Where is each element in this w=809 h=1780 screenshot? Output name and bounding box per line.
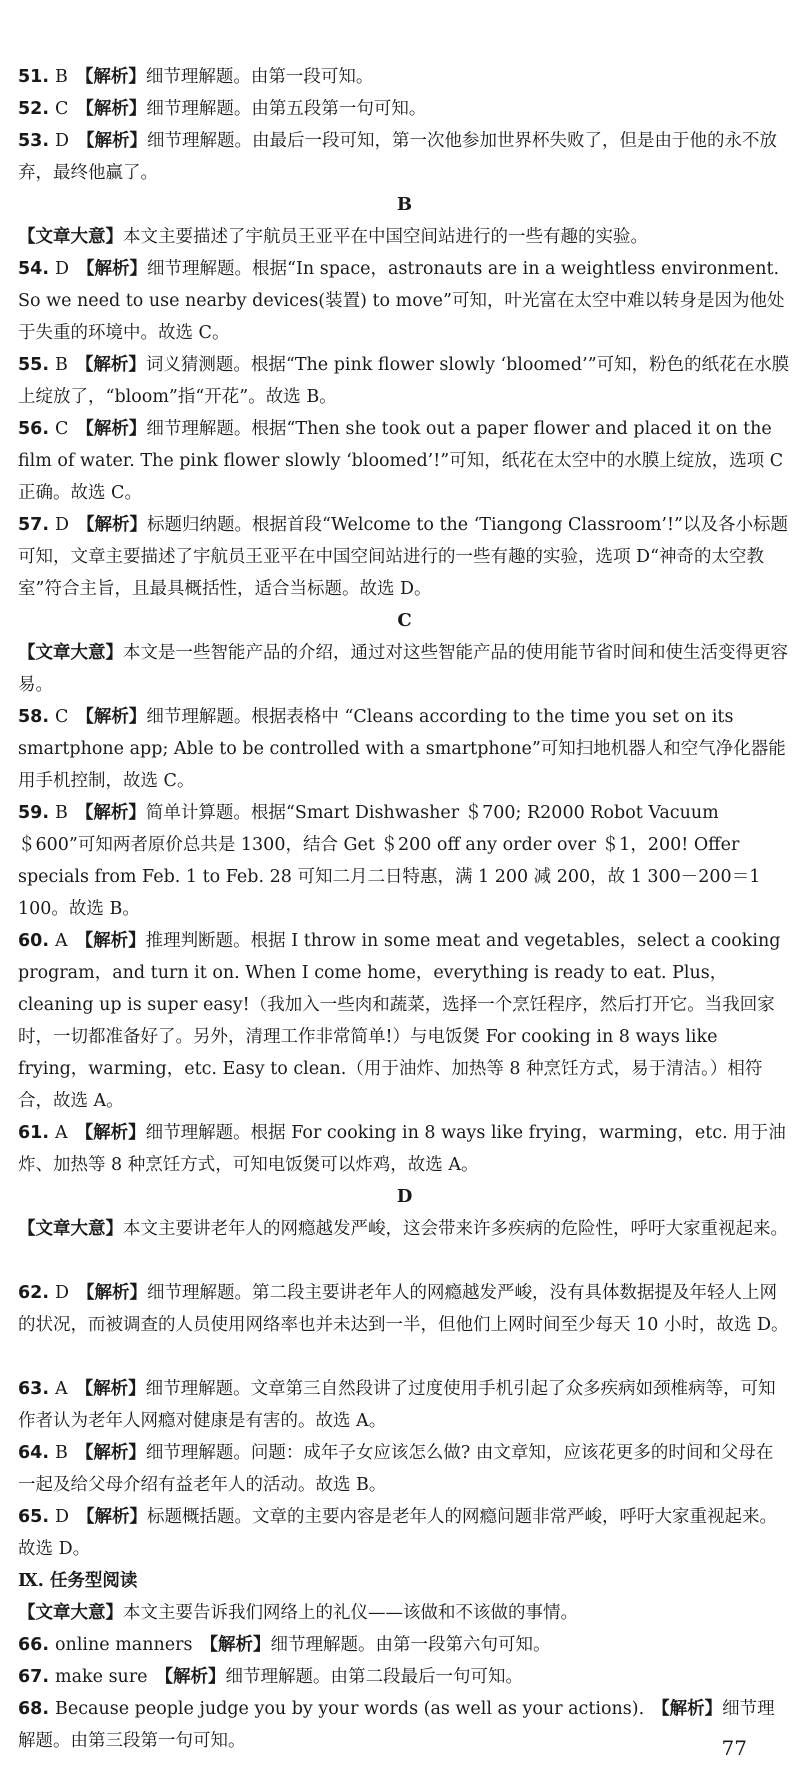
section-heading-d: D bbox=[396, 1186, 413, 1207]
analysis-tag: 【解析】 bbox=[77, 515, 148, 535]
answer-item-64 bbox=[18, 1437, 790, 1501]
item-number: 54. bbox=[18, 259, 50, 279]
answer-item-53 bbox=[18, 125, 790, 189]
analysis-tag: 【解析】 bbox=[75, 803, 146, 823]
analysis-tag: 【解析】 bbox=[75, 1123, 146, 1143]
analysis-tag: 【解析】 bbox=[75, 67, 146, 87]
item-answer: B bbox=[55, 1443, 68, 1463]
item-answer: A bbox=[55, 1379, 68, 1399]
item-number: 59. bbox=[18, 803, 50, 823]
answer-item-56 bbox=[18, 413, 790, 509]
analysis-text: 细节理解题。由第一段第六句可知。 bbox=[270, 1635, 551, 1655]
analysis-tag: 【解析】 bbox=[652, 1699, 723, 1719]
page-number: 77 bbox=[721, 1736, 747, 1760]
answer-item-59 bbox=[18, 797, 790, 925]
analysis-tag: 【解析】 bbox=[76, 419, 147, 439]
analysis-text: 细节理解题。根据表格中 “Cleans according to the time you set on its smartphone app; Able to be controlled with a smartphone”可知扫地机器人和空气净化器能用手机控制，故选 C。 bbox=[18, 707, 786, 791]
analysis-text: 细节理解题。由第三段第一句可知。 bbox=[18, 1699, 775, 1751]
item-number: 58. bbox=[18, 707, 50, 727]
analysis-text: 简单计算题。根据“Smart Dishwasher ＄700; R2000 Robot Vacuum ＄600”可知两者原价总共是 1300，结合 Get ＄200 off any order over ＄1，200! Offer specials from Feb. 1 to Feb. 28 可知二月二日特惠，满 1 200 减 200，故 1 300－200＝1 100。故选 B。 bbox=[18, 803, 761, 919]
answer-item-51 bbox=[18, 61, 809, 93]
analysis-text: 标题概括题。文章的主要内容是老年人的网瘾问题非常严峻，呼吁大家重视起来。故选 D。 bbox=[18, 1507, 778, 1559]
analysis-text: 细节理解题。由最后一段可知，第一次他参加世界杯失败了，但是由于他的永不放弃，最终他赢了。 bbox=[18, 131, 778, 183]
section-heading-c: C bbox=[397, 610, 412, 631]
item-number: 62. bbox=[18, 1283, 50, 1303]
analysis-tag: 【解析】 bbox=[77, 131, 148, 151]
item-number: 53. bbox=[18, 131, 50, 151]
item-answer: D bbox=[55, 259, 70, 279]
item-number: 67. bbox=[18, 1667, 50, 1687]
answer-item-52 bbox=[18, 93, 809, 125]
item-answer: C bbox=[55, 99, 69, 119]
article-summary-ix bbox=[18, 1597, 790, 1629]
item-number: 60. bbox=[18, 931, 50, 951]
analysis-text: 细节理解题。文章第三自然段讲了过度使用手机引起了众多疾病如颈椎病等，可知作者认为老年人网瘾对健康是有害的。故选 A。 bbox=[18, 1379, 776, 1431]
summary-tag: 【文章大意】 bbox=[18, 1219, 123, 1239]
article-summary-d bbox=[18, 1213, 790, 1245]
summary-text: 本文主要描述了宇航员王亚平在中国空间站进行的一些有趣的实验。 bbox=[123, 227, 648, 247]
item-answer: C bbox=[55, 707, 69, 727]
answer-item-57 bbox=[18, 509, 790, 605]
item-number: 56. bbox=[18, 419, 50, 439]
item-answer: online manners bbox=[55, 1635, 193, 1655]
item-number: 68. bbox=[18, 1699, 50, 1719]
answer-item-63 bbox=[18, 1373, 790, 1437]
analysis-tag: 【解析】 bbox=[77, 259, 148, 279]
item-answer: A bbox=[55, 931, 68, 951]
analysis-text: 细节理解题。第二段主要讲老年人的网瘾越发严峻，没有具体数据提及年轻人上网的状况，而被调查的人员使用网络率也并未达到一半，但他们上网时间至少每天 10 小时，故选 D。 bbox=[18, 1283, 789, 1335]
answer-item-58 bbox=[18, 701, 790, 797]
analysis-tag: 【解析】 bbox=[75, 931, 146, 951]
answer-item-62 bbox=[18, 1277, 790, 1341]
analysis-text: 词义猜测题。根据“The pink flower slowly ‘bloomed’”可知，粉色的纸花在水膜上绽放了，“bloom”指“开花”。故选 B。 bbox=[18, 355, 790, 407]
summary-tag: 【文章大意】 bbox=[18, 227, 123, 247]
analysis-tag: 【解析】 bbox=[75, 1443, 146, 1463]
answer-item-65 bbox=[18, 1501, 790, 1565]
analysis-text: 细节理解题。由第五段第一句可知。 bbox=[146, 99, 427, 119]
item-answer: B bbox=[55, 67, 68, 87]
analysis-text: 细节理解题。由第二段最后一句可知。 bbox=[225, 1667, 524, 1687]
answer-item-68 bbox=[18, 1693, 790, 1757]
analysis-tag: 【解析】 bbox=[77, 1507, 148, 1527]
analysis-text: 细节理解题。问题：成年子女应该怎么做? 由文章知，应该花更多的时间和父母在一起及给父母介绍有益老年人的活动。故选 B。 bbox=[18, 1443, 774, 1495]
section-heading-task-reading: Ⅸ. 任务型阅读 bbox=[18, 1571, 138, 1591]
analysis-tag: 【解析】 bbox=[77, 1283, 148, 1303]
item-answer: D bbox=[55, 1283, 70, 1303]
item-answer: D bbox=[55, 1507, 70, 1527]
summary-text: 本文主要告诉我们网络上的礼仪——该做和不该做的事情。 bbox=[123, 1603, 578, 1623]
answer-item-67 bbox=[18, 1661, 790, 1693]
summary-text: 本文主要讲老年人的网瘾越发严峻，这会带来许多疾病的危险性，呼吁大家重视起来。 bbox=[123, 1219, 788, 1239]
item-number: 52. bbox=[18, 99, 50, 119]
article-summary-c bbox=[18, 637, 790, 701]
summary-tag: 【文章大意】 bbox=[18, 643, 123, 663]
answer-item-61 bbox=[18, 1117, 790, 1181]
item-number: 63. bbox=[18, 1379, 50, 1399]
item-answer: B bbox=[55, 355, 68, 375]
item-answer: D bbox=[55, 515, 70, 535]
analysis-text: 细节理解题。根据“Then she took out a paper flower and placed it on the film of water. The pink flower slowly ‘bloomed’!”可知，纸花在太空中的水膜上绽放，选项 C 正确。故选 C。 bbox=[18, 419, 784, 503]
answer-item-55 bbox=[18, 349, 790, 413]
item-answer: make sure bbox=[55, 1667, 148, 1687]
analysis-text: 推理判断题。根据 I throw in some meat and vegetables，select a cooking program，and turn it on. When I come home，everything is ready to eat. Plus，cleaning up is super easy!（我加入一些肉和蔬菜，选择一个烹饪程序，然后打开它。当我回家时，一切都准备好了。另外，清理工作非常简单!）与电饭煲 For cooking in 8 ways like frying，warming，etc. Easy to clean.（用于油炸、加热等 8 种烹饪方式，易于清洁。）相符合，故选 A。 bbox=[18, 931, 781, 1111]
summary-tag: 【文章大意】 bbox=[18, 1603, 123, 1623]
answer-item-66 bbox=[18, 1629, 790, 1661]
analysis-tag: 【解析】 bbox=[75, 1379, 146, 1399]
item-number: 55. bbox=[18, 355, 50, 375]
item-number: 51. bbox=[18, 67, 50, 87]
item-answer: D bbox=[55, 131, 70, 151]
analysis-text: 标题归纳题。根据首段“Welcome to the ‘Tiangong Classroom’!”以及各小标题可知，文章主要描述了宇航员王亚平在中国空间站进行的一些有趣的实验，选项 D“神奇的太空教室”符合主旨，且最具概括性，适合当标题。故选 D。 bbox=[18, 515, 788, 599]
section-heading-b: B bbox=[396, 194, 413, 215]
analysis-tag: 【解析】 bbox=[200, 1635, 271, 1655]
article-summary-b bbox=[18, 221, 790, 253]
answer-item-60 bbox=[18, 925, 790, 1117]
item-answer: Because people judge you by your words (as well as your actions). bbox=[55, 1699, 645, 1719]
item-number: 64. bbox=[18, 1443, 50, 1463]
summary-text: 本文是一些智能产品的介绍，通过对这些智能产品的使用能节省时间和使生活变得更容易。 bbox=[18, 643, 788, 695]
item-answer: A bbox=[55, 1123, 68, 1143]
analysis-tag: 【解析】 bbox=[155, 1667, 226, 1687]
item-answer: B bbox=[55, 803, 68, 823]
analysis-tag: 【解析】 bbox=[76, 707, 147, 727]
item-answer: C bbox=[55, 419, 69, 439]
analysis-tag: 【解析】 bbox=[76, 99, 147, 119]
answer-item-54 bbox=[18, 253, 790, 349]
item-number: 61. bbox=[18, 1123, 50, 1143]
analysis-text: 细节理解题。根据 For cooking in 8 ways like frying，warming，etc. 用于油炸、加热等 8 种烹饪方式，可知电饭煲可以炸鸡，故选 A。 bbox=[18, 1123, 786, 1175]
item-number: 66. bbox=[18, 1635, 50, 1655]
item-number: 65. bbox=[18, 1507, 50, 1527]
analysis-text: 细节理解题。由第一段可知。 bbox=[145, 67, 374, 87]
analysis-tag: 【解析】 bbox=[75, 355, 146, 375]
item-number: 57. bbox=[18, 515, 50, 535]
analysis-text: 细节理解题。根据“In space，astronauts are in a weightless environment. So we need to use nearby devices(装置) to move”可知，叶光富在太空中难以转身是因为他处于失重的环境中。故选 C。 bbox=[18, 259, 785, 343]
